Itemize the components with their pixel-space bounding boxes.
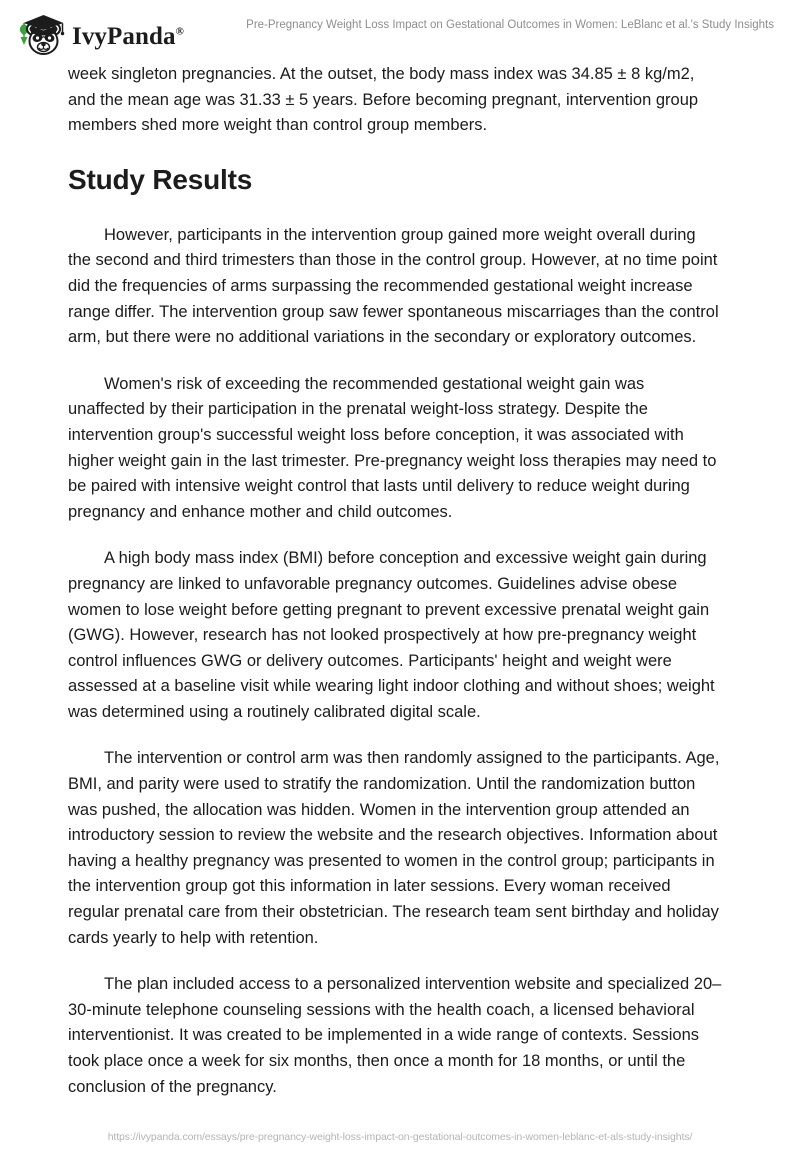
page-title: Study Results: [68, 163, 253, 195]
header-document-title: Pre-Pregnancy Weight Loss Impact on Gestational Outcomes in Women: LeBlanc et al.'s Study Insights: [246, 19, 774, 31]
brand-logo[interactable]: [14, 10, 184, 60]
page-header: [0, 0, 800, 62]
page-footer: [0, 1130, 800, 1144]
brand-name-text: IvyPanda: [72, 22, 176, 50]
paragraph: Women's risk of exceeding the recommended gestational weight gain was unaffected by their participation in the prenatal weight-loss strategy. Despite the intervention group's successful weight loss before conception, it was associated with higher weight gain in the last trimester. Pre-pregnancy weight loss therapies may need to be paired with intensive weight control that lasts until delivery to reduce weight during pregnancy and enhance mother and child outcomes.: [68, 374, 717, 521]
lead-paragraph: week singleton pregnancies. At the outset, the body mass index was 34.85 ± 8 kg/m2, and the mean age was 31.33 ± 5 years. Before becoming pregnant, intervention group members shed more weight than control group members.: [68, 65, 699, 135]
footer-source-url[interactable]: https://ivypanda.com/essays/pre-pregnancy-weight-loss-impact-on-gestational-outcomes-in-women-leblanc-et-als-study-insights/: [107, 1131, 693, 1143]
paragraph: However, participants in the intervention group gained more weight overall during the second and third trimesters than those in the control group. However, at no time point did the frequencies of arms surpassing the recommended gestational weight increase range differ. The intervention group saw fewer spontaneous miscarriages than the control arm, but there were no additional variations in the secondary or exploratory outcomes.: [68, 225, 719, 347]
paragraph: A high body mass index (BMI) before conception and excessive weight gain during pregnancy are linked to unfavorable pregnancy outcomes. Guidelines advise obese women to lose weight before getting pregnant to prevent excessive prenatal weight gain (GWG). However, research has not looked prospectively at how pre-pregnancy weight control influences GWG or delivery outcomes. Participants' height and weight were assessed at a baseline visit while wearing light indoor clothing and without shoes; weight was determined using a routinely calibrated digital scale.: [68, 549, 715, 721]
panda-graduation-cap-icon: [14, 12, 66, 60]
document-content: [0, 62, 800, 1121]
paragraph: The intervention or control arm was then randomly assigned to the participants. Age, BMI, and parity were used to stratify the randomization. Until the randomization button was pushed, the allocation was hidden. Women in the intervention group attended an introductory session to review the website and the research objectives. Information about having a healthy pregnancy was presented to women in the control group; participants in the intervention group got this information in later sessions. Every woman received regular prenatal care from their obstetrician. The research team sent birthday and holiday cards yearly to help with retention.: [68, 749, 720, 947]
brand-name: [72, 24, 184, 49]
paragraph: The plan included access to a personalized intervention website and specialized 20–30-minute telephone counseling sessions with the health coach, a licensed behavioral interventionist. It was created to be implemented in a wide range of contexts. Sessions took place once a week for six months, then once a month for 18 months, or until the conclusion of the pregnancy.: [68, 975, 722, 1096]
registered-trademark-symbol: ®: [175, 25, 184, 38]
